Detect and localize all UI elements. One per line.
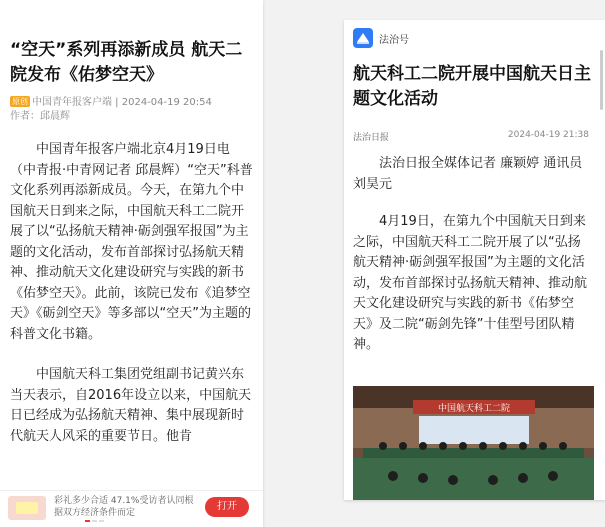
article-source-time: 中国青年报客户端 | 2024-04-19 20:54 [32, 97, 212, 108]
right-article-panel [344, 20, 605, 500]
article-body [10, 140, 253, 467]
article-source: 法治日报 [353, 133, 390, 143]
original-badge: 原创 [12, 97, 28, 106]
ad-open-button[interactable]: 打开 [205, 497, 249, 517]
article-paragraph: 中国航天科工集团党组副书记黄兴东当天表示，自2016年设立以来，中国航天日已经成为弘扬航天精神、集中展现新时代航天人风采的重要节日。他肯 [10, 367, 252, 444]
article-title: “空天”系列再添新成员 航天二院发布《佑梦空天》 [10, 40, 243, 85]
article-meta [10, 93, 212, 108]
app-logo-icon [353, 28, 373, 48]
ad-thumbnail [8, 496, 46, 520]
ad-text: 彩礼多少合适 47.1%受访者认同根据双方经济条件而定 [54, 496, 194, 518]
article-time: 2024-04-19 21:38 [507, 130, 589, 140]
ad-banner[interactable] [0, 490, 263, 527]
article-paragraph: 4月19日，在第九个中国航天日到来之际，中国航天科工二院开展了以“弘扬航天精神·砺剑强军报国”为主题的文化活动，发布首部探讨弘扬航天精神、推动航天文化建设研究与实践的新书《佑梦空天》及二院“砺剑先锋”十佳型号团队精神。 [353, 214, 588, 352]
article-title: 航天科工二院开展中国航天日主题文化活动 [353, 64, 591, 109]
scrollbar[interactable] [600, 50, 603, 110]
app-name: 法治号 [379, 35, 409, 46]
ad-page-dots [85, 507, 106, 526]
article-author: 作者：邱晨辉 [10, 111, 70, 122]
article-paragraph: 中国青年报客户端北京4月19日电（中青报·中青网记者 邱晨辉）“空天”科普文化系列再添新成员。今天，在第九个中国航天日到来之际，中国航天科工二院开展了以“弘扬航天精神·砺剑强军报国”为主题的文化活动，发布首部探讨弘扬航天精神、推动航天文化建设研究与实践的新书《佑梦空天》。此前，该院已发布《追梦空天》《砺剑空天》等多部以“空天”为主题的科普文化书籍。 [10, 142, 253, 342]
article-paragraph: 法治日报全媒体记者 廉颖婷 通讯员 刘昊元 [353, 156, 583, 192]
article-body [353, 154, 593, 373]
article-photo[interactable] [353, 386, 594, 500]
photo-banner-text: 中国航天科工二院 [437, 404, 511, 414]
left-article-panel [0, 0, 263, 527]
